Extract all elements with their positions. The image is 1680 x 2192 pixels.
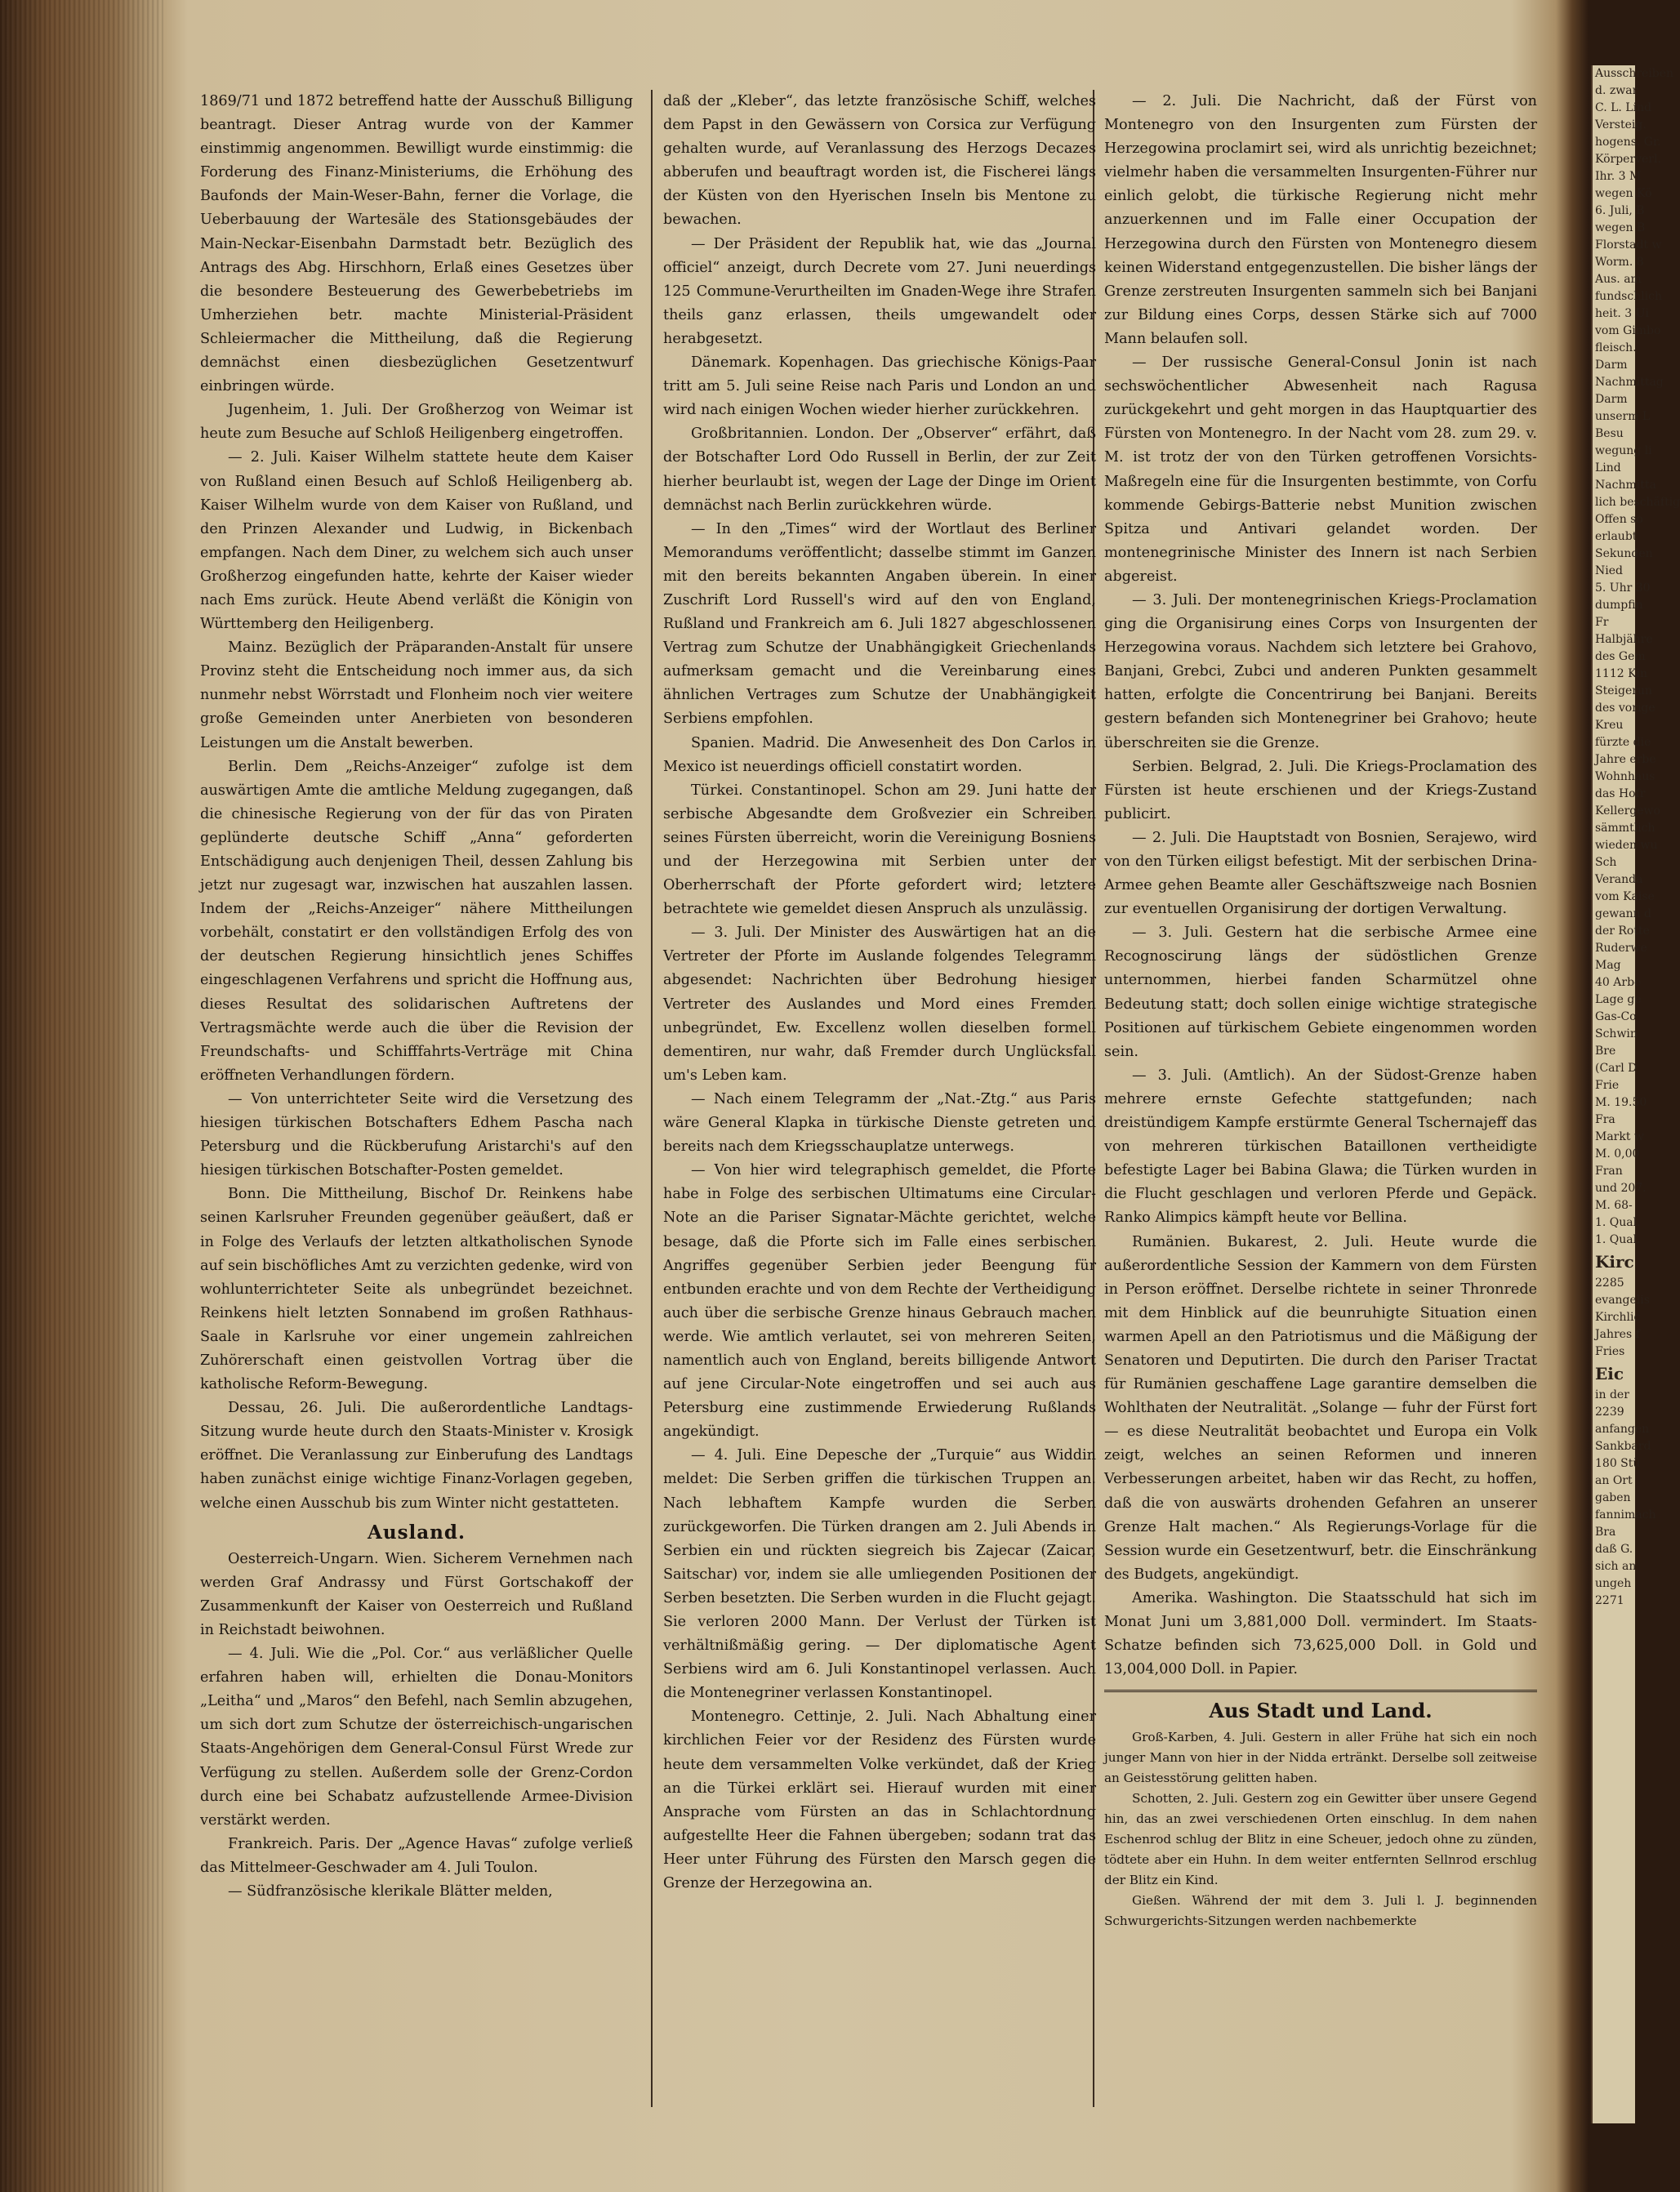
article-paragraph: Dänemark. Kopenhagen. Das griechische Königs-Paar tritt am 5. Juli seine Reise nach Paris und London an und wird nach einigen Wochen wieder hierher zurückkehren.	[663, 354, 1096, 419]
adjacent-page-fragment: dumpfin	[1595, 599, 1643, 612]
article-paragraph: Montenegro. Cettinje, 2. Juli. Nach Abhaltung einer kirchlichen Feier vor der Residenz des Fürsten wurde heute dem versammelten Volke verkündet, daß der Krieg an die Türkei erklärt sei. Hierauf wurden mit einer Ansprache vom Fürsten an das in Schlachtordnung aufgestellte Heer die Fahnen übergeben; sodann trat das Heer unter Führung des Fürsten den Marsch gegen die Grenze der Herzegowina an.	[663, 1709, 1096, 1892]
adjacent-page-fragment: des vorige	[1595, 702, 1655, 715]
adjacent-page-fragment: an Ort	[1595, 1474, 1633, 1487]
adjacent-page-fragment: heit. 3 Ui	[1595, 307, 1649, 320]
adjacent-page-fragment: anfangen	[1595, 1423, 1650, 1436]
article-paragraph: — Südfranzösische klerikale Blätter melden,	[228, 1883, 553, 1900]
adjacent-page-fragment: unserm L	[1595, 410, 1651, 423]
adjacent-page-fragment: Worm. 8	[1595, 256, 1644, 269]
adjacent-page-fragment: Lind	[1595, 461, 1621, 474]
adjacent-page-fragment: lich beschäftig	[1595, 496, 1680, 509]
article-paragraph: Großbritannien. London. Der „Observer“ erfährt, daß der Botschafter Lord Odo Russell in Berlin, der zur Zeit hierher beurlaubt ist, wegen der Lage der Dinge im Orient demnächst nach Berlin zurückkehren würde.	[663, 425, 1096, 514]
adjacent-page-fragment: 40 Arbe	[1595, 976, 1642, 989]
article-paragraph: Bonn. Die Mittheilung, Bischof Dr. Reinkens habe seinen Karlsruher Freunden gegenüber geäußert, daß er in Folge des Verlaufs der letzten altkatholischen Synode auf sein bischöfliches Amt zu verzichten gedenke, wird von wohlunterrichteter Seite als unbegründet bezeichnet. Reinkens hielt letzten Sonnabend im großen Rathhaus-Saale in Karlsruhe vor einer ungemein zahlreichen Zuhörerschaft einen geistvollen Vortrag über die katholische Reform-Bewegung.	[200, 1186, 633, 1393]
adjacent-page-fragment: Fran	[1595, 1165, 1623, 1178]
column-1	[200, 90, 633, 2107]
adjacent-page-fragment: M. 68-	[1595, 1199, 1633, 1212]
adjacent-page-fragment: Ausschreiben	[1595, 67, 1674, 80]
column-3	[1104, 90, 1537, 2107]
adjacent-page-fragment: evangelis	[1595, 1294, 1650, 1307]
adjacent-page-fragment: Aus. am	[1595, 273, 1642, 286]
adjacent-page-fragment: und 207.	[1595, 1182, 1647, 1195]
adjacent-page-fragment: 6. Juli, B	[1595, 204, 1645, 217]
adjacent-page-fragment: wegen B	[1595, 221, 1646, 234]
adjacent-page-fragment: das Hofr	[1595, 787, 1646, 800]
adjacent-page-fragment: fundschlich	[1595, 290, 1663, 303]
article-paragraph: — 3. Juli. (Amtlich). An der Südost-Grenze haben mehrere ernste Gefechte stattgefunden; nach dreistündigem Kampfe erstürmte General Tschernajeff das von mehreren türkischen Bataillonen vertheidigte befestigte Lager bei Babina Glawa; die Türken wurden in die Flucht geschlagen und verloren Pferde und Gepäck. Ranko Alimpics kämpft heute vor Bellina.	[1104, 1067, 1537, 1227]
article-paragraph: — Nach einem Telegramm der „Nat.-Ztg.“ aus Paris wäre General Klapka in türkische Dienste getreten und bereits nach dem Kriegsschauplatze unterwegs.	[663, 1090, 1096, 1156]
adjacent-page-fragment: Ihr. 3 M	[1595, 170, 1642, 183]
adjacent-page-fragment: Fries	[1595, 1345, 1625, 1358]
adjacent-page-fragment: d. zwar	[1595, 84, 1638, 97]
adjacent-page-fragment: 1. Qual.	[1595, 1216, 1641, 1229]
article-paragraph: Oesterreich-Ungarn. Wien. Sicherem Vernehmen nach werden Graf Andrassy und Fürst Gortschakoff der Zusammenkunft der Kaiser von Oesterreich und Rußland in Reichstadt beiwohnen.	[200, 1550, 633, 1638]
section-heading: Ausland.	[368, 1521, 466, 1544]
article-paragraph: — 4. Juli. Eine Depesche der „Turquie“ aus Widdin meldet: Die Serben griffen die türkischen Truppen an. Nach lebhaftem Kampfe wurden die Serben zurückgeworfen. Die Türken drangen am 2. Juli Abends in Serbien ein und rückten siegreich bis Zajecar (Zaicar, Saitschar) vor, indem sie alle umliegenden Positionen der Serben besetzten. Die Serben wurden in die Flucht gejagt. Sie verloren 2000 Mann. Der Verlust der Türken ist verhältnißmäßig gering. — Der diplomatische Agent Serbiens wird am 6. Juli Konstantinopel verlassen. Auch die Montenegriner verlassen Konstantinopel.	[663, 1447, 1096, 1702]
adjacent-page-fragment: ungeh	[1595, 1577, 1632, 1590]
article-paragraph: Gießen. Während der mit dem 3. Juli l. J. beginnenden Schwurgerichts-Sitzungen werden nachbemerkte	[1104, 1893, 1537, 1929]
adjacent-page-fragment: Nied	[1595, 564, 1623, 577]
adjacent-page-fragment: Fr	[1595, 616, 1609, 629]
article-paragraph: Dessau, 26. Juli. Die außerordentliche Landtags-Sitzung wurde heute durch den Staats-Minister v. Krosigk eröffnet. Die Veranlassung zur Einberufung des Landtags haben zunächst einige wichtige Finanz-Vorlagen gegeben, welche einen Ausschub bis zum Winter nicht gestatteten.	[200, 1400, 633, 1512]
adjacent-page-fragment: Darm	[1595, 359, 1628, 372]
adjacent-page-fragment: Körperverl.	[1595, 153, 1661, 166]
adjacent-page-fragment: Nachmitta	[1595, 479, 1656, 492]
adjacent-page-fragment: Sch	[1595, 856, 1617, 869]
article-paragraph: — 3. Juli. Der montenegrinischen Kriegs-Proclamation ging die Organisirung eines Corps von Insurgenten der Herzegowina voraus. Nachdem sich letztere bei Grahovo, Banjani, Grebci, Zubci und anderen Punkten gesammelt hatten, erfolgte die Concentrirung bei Banjani. Bereits gestern befanden sich Montenegriner bei Grahovo; heute überschreiten sie die Grenze.	[1104, 591, 1537, 751]
article-paragraph: daß der „Kleber“, das letzte französische Schiff, welches dem Papst in den Gewässern von Corsica zur Verfügung gehalten wurde, auf Veranlassung des Herzogs Decazes abberufen und beauftragt worden ist, die Fischerei längs der Küsten von den Hyerischen Inseln bis Mentone zu bewachen.	[663, 93, 1096, 229]
adjacent-page-fragment: Kreu	[1595, 719, 1624, 732]
adjacent-page-fragment: Frie	[1595, 1079, 1620, 1092]
adjacent-page-fragment: Offen so	[1595, 513, 1643, 526]
adjacent-page-fragment: Veranda	[1595, 873, 1643, 886]
adjacent-page-fragment: 1. Qual.	[1595, 1233, 1641, 1246]
adjacent-page-fragment: wegung li	[1595, 444, 1652, 457]
article-paragraph: — Der Präsident der Republik hat, wie das „Journal officiel“ anzeigt, durch Decrete vom 27. Juni neuerdings 125 Commune-Verurtheilten im Gnaden-Wege ihre Strafen theils ganz erlassen, theils umgewandelt oder herabgesetzt.	[663, 235, 1096, 347]
adjacent-page-fragment: Darm	[1595, 393, 1628, 406]
adjacent-page-fragment: M. 19.50	[1595, 1096, 1647, 1109]
article-paragraph: Jugenheim, 1. Juli. Der Großherzog von Weimar ist heute zum Besuche auf Schloß Heiligenberg eingetroffen.	[200, 402, 633, 443]
adjacent-page-strip	[1591, 65, 1680, 2123]
adjacent-page-fragment: wegen Kö	[1595, 187, 1652, 200]
adjacent-page-fragment: Markt w	[1595, 1130, 1644, 1143]
article-paragraph: Serbien. Belgrad, 2. Juli. Die Kriegs-Proclamation des Fürsten ist heute erschienen und der Kriegs-Zustand publicirt.	[1104, 758, 1537, 822]
adjacent-page-fragment: Halbjähre	[1595, 633, 1653, 646]
adjacent-page-fragment: Nachmittag	[1595, 376, 1664, 389]
adjacent-page-fragment: Lage ge	[1595, 993, 1642, 1006]
column-rule	[651, 90, 653, 2107]
adjacent-page-fragment: fleisch.	[1595, 341, 1637, 354]
adjacent-page-fragment: hogens. Gr.	[1595, 136, 1661, 149]
adjacent-page-fragment: Besu	[1595, 427, 1624, 440]
adjacent-page-fragment: erlaubt	[1595, 530, 1638, 543]
adjacent-page-fragment: Mag	[1595, 959, 1621, 972]
article-paragraph: 1869/71 und 1872 betreffend hatte der Ausschuß Billigung beantragt. Dieser Antrag wurde von der Kammer einstimmig angenommen. Bewilligt wurde einstimmig: die Forderung des Finanz-Ministeriums, die Erhöhung des Baufonds der Main-Weser-Bahn, ferner die Vorlage, die Ueberbauung der Wartesäle des Stationsgebäudes der Main-Neckar-Eisenbahn Darmstadt betr. Bezüglich des Antrags des Abg. Hirschhorn, Erlaß eines Gesetzes über die besondere Besteuerung des Gewerbebetriebs im Umherziehen betr. machte Ministerial-Präsident Schleiermacher die Mittheilung, daß die Regierung demnächst einen diesbezüglichen Gesetzentwurf einbringen würde.	[200, 93, 633, 395]
adjacent-page-fragment: gewann d	[1595, 907, 1652, 920]
adjacent-page-fragment: fannimach	[1595, 1508, 1656, 1521]
adjacent-page-fragment: der Rotte	[1595, 924, 1650, 938]
article-paragraph: Frankreich. Paris. Der „Agence Havas“ zufolge verließ das Mittelmeer-Geschwader am 4. Juli Toulon.	[200, 1835, 633, 1876]
column-2	[663, 90, 1096, 2107]
adjacent-page-fragment: Gas-Co	[1595, 1010, 1637, 1023]
article-paragraph: Spanien. Madrid. Die Anwesenheit des Don Carlos in Mexico ist neuerdings officiell constatirt worden.	[663, 734, 1096, 775]
book-fore-edge	[0, 0, 163, 2192]
adjacent-page-fragment: M. 0,00	[1595, 1147, 1640, 1161]
article-paragraph: Berlin. Dem „Reichs-Anzeiger“ zufolge ist dem auswärtigen Amte die amtliche Meldung zugegangen, daß die chinesische Regierung von der für das von Piraten geplünderte deutsche Schiff „Anna“ geforderten Entschädigung auch denjenigen Theil, dessen Zahlung bis jetzt nur zugesagt war, inzwischen hat auszahlen lassen. Indem der „Reichs-Anzeiger“ nähere Mittheilungen vorbehält, constatirt er den vollständigen Erfolg des von der deutschen Regierung hinsichtlich jenes Schiffes eingeschlagenen Verfahrens und spricht die Hoffnung aus, dieses Resultat des solidarischen Auftretens der Vertragsmächte werde auch die über die Revision der Freundschafts- und Schifffahrts-Verträge mit China eröffneten Verhandlungen fördern.	[200, 758, 633, 1084]
article-paragraph: — 3. Juli. Der Minister des Auswärtigen hat an die Vertreter der Pforte im Auslande folgendes Telegramm abgesendet: Nachrichten über Bedrohung hiesiger Vertreter des Auslandes und Mord eines Fremden unbegründet, Ew. Excellenz wollen dieselben formell dementiren, nur wahr, daß Fremder durch Unglücksfall um's Leben kam.	[663, 924, 1096, 1084]
article-paragraph: Rumänien. Bukarest, 2. Juli. Heute wurde die außerordentliche Session der Kammern von dem Fürsten in Person eröffnet. Derselbe richtete in seiner Thronrede mit dem Hinblick auf die beunruhigte Situation einen warmen Apell an den Patriotismus und die Mäßigung der Senatoren und Deputirten. Die durch den Pariser Tractat für Rumänien geschaffene Lage garantire demselben die Wohlthaten der Neutralität. „Solange — fuhr der Fürst fort — es diese Neutralität beobachtet und Europa ein Volk zeigt, welches an seinen Reformen und inneren Verbesserungen arbeitet, haben wir das Recht, zu hoffen, daß die von auswärts drohenden Gefahren an unserer Grenze Halt machen.“ Als Regierungs-Vorlage für die Session wurde ein Gesetzentwurf, betr. die Einschränkung des Budgets, angekündigt.	[1104, 1233, 1537, 1583]
adjacent-page-fragment: (Carl D	[1595, 1062, 1638, 1075]
adjacent-page-fragment: des Gem	[1595, 650, 1646, 663]
section-heading: Aus Stadt und Land.	[1209, 1699, 1433, 1723]
adjacent-page-fragment: Steigerun	[1595, 684, 1652, 697]
adjacent-page-fragment: Jahres f	[1595, 1328, 1640, 1341]
adjacent-page-fragment: Kirchlic	[1595, 1311, 1641, 1324]
article-paragraph: — Von unterrichteter Seite wird die Versetzung des hiesigen türkischen Botschafters Edhem Pascha nach Petersburg und die Rückberufung Aristarchi's auf den hiesigen türkischen Botschafter-Posten gemeldet.	[200, 1090, 633, 1179]
adjacent-page-fragment: in der	[1595, 1388, 1629, 1401]
adjacent-page-fragment: sich an	[1595, 1560, 1637, 1573]
article-paragraph: — Der russische General-Consul Jonin ist nach sechswöchentlicher Abwesenheit nach Ragusa zurückgekehrt und geht morgen in das Hauptquartier des Fürsten von Montenegro. In der Nacht vom 28. zum 29. v. M. ist trotz der von den Türken getroffenen Vorsichts-Maßregeln eine für die Insurgenten bestimmte, von Corfu kommende Gebirgs-Batterie nebst Munition zwischen Spitza und Antivari gelandet worden. Der montenegrinische Minister des Innern ist nach Serbien abgereist.	[1104, 354, 1537, 585]
adjacent-page-fragment: Wohnhaus	[1595, 770, 1655, 783]
adjacent-page-fragment: C. L. Lind	[1595, 101, 1652, 114]
adjacent-page-fragment: vom Gimbo	[1595, 324, 1661, 337]
adjacent-page-fragment: Bra	[1595, 1526, 1616, 1539]
adjacent-page-fragment: fürzte die	[1595, 736, 1651, 749]
adjacent-page-fragment: Sankbard	[1595, 1440, 1651, 1453]
adjacent-page-fragment: 2285	[1595, 1276, 1624, 1290]
adjacent-page-fragment: 1112 Kin	[1595, 667, 1648, 680]
article-paragraph: — 2. Juli. Die Hauptstadt von Bosnien, Serajewo, wird von den Türken eiligst befestigt. Mit der serbischen Drina-Armee gehen Beamte aller Geschäftszweige nach Bosnien zur eventuellen Organisirung der dortigen Verwaltung.	[1104, 829, 1537, 918]
article-paragraph: Türkei. Constantinopel. Schon am 29. Juni hatte der serbische Abgesandte dem Großvezier ein Schreiben seines Fürsten überreicht, worin die Vereinigung Bosniens und der Herzegowina mit Serbien unter der Oberherrschaft der Pforte gefordert wird; letztere betrachtete wie gemeldet diesen Anspruch als unzulässig.	[663, 782, 1096, 918]
adjacent-page-fragment: Kirc	[1595, 1252, 1634, 1272]
adjacent-page-fragment: daß G.	[1595, 1543, 1633, 1556]
article-paragraph: — Von hier wird telegraphisch gemeldet, die Pforte habe in Folge des serbischen Ultimatums eine Circular-Note an die Pariser Signatar-Mächte gerichtet, welche besage, daß die Pforte sich im Falle eines serbischen Angriffes gegenüber Serbien jeder Beengung für entbunden erachte und von dem Rechte der Vertheidigung auch über die serbische Grenze hinaus Gebrauch machen werde. Wie amtlich verlautet, sei von mehreren Seiten, namentlich auch von England, bereits billigende Antwort auf jene Circular-Note eingetroffen und sei auch aus Petersburg eine zustimmende Erwiederung Rußlands angekündigt.	[663, 1162, 1096, 1441]
adjacent-page-fragment: sämmtlich	[1595, 822, 1655, 835]
adjacent-page-fragment: 180 Stü	[1595, 1457, 1641, 1470]
adjacent-page-fragment: Versteig.	[1595, 118, 1647, 131]
adjacent-page-fragment: Ruderwe	[1595, 942, 1647, 955]
adjacent-page-fragment: 2239	[1595, 1406, 1624, 1419]
adjacent-page-fragment: Schwin	[1595, 1027, 1638, 1040]
adjacent-page-fragment: vom Kaise	[1595, 890, 1655, 903]
article-paragraph: — 3. Juli. Gestern hat die serbische Armee eine Recognoscirung längs der südöstlichen Grenze unternommen, hierbei fanden Scharmützel ohne Bedeutung statt; doch sollen einige wichtige strategische Positionen auf türkischem Gebiete eingenommen worden sein.	[1104, 924, 1537, 1060]
newspaper-page	[176, 90, 1556, 2115]
adjacent-page-fragment: 2271	[1595, 1594, 1624, 1607]
adjacent-page-fragment: Bre	[1595, 1045, 1616, 1058]
adjacent-page-fragment: 5. Uhr 30	[1595, 581, 1651, 595]
adjacent-page-fragment: gaben	[1595, 1491, 1631, 1504]
article-paragraph: Mainz. Bezüglich der Präparanden-Anstalt für unsere Provinz steht die Entscheidung noch immer aus, da sich nunmehr nebst Wörrstadt und Flonheim noch vier weitere große Gemeinden unter Anerbieten von besonderen Leistungen um die Anstalt bewerben.	[200, 639, 633, 751]
article-paragraph: — 4. Juli. Wie die „Pol. Cor.“ aus verläßlicher Quelle erfahren haben will, erhielten die Donau-Monitors „Leitha“ und „Maros“ den Befehl, nach Semlin abzugehen, um sich dort zum Schutze der österreichisch-ungarischen Staats-Angehörigen dem General-Consul Fürst Wrede zur Verfügung zu stellen. Außerdem solle der Grenz-Cordon durch eine bei Schabatz aufzustellende Armee-Division verstärkt werden.	[200, 1646, 633, 1829]
article-paragraph: Amerika. Washington. Die Staatsschuld hat sich im Monat Juni um 3,881,000 Doll. vermindert. Im Staats-Schatze befinden sich 73,625,000 Doll. in Gold und 13,004,000 Doll. in Papier.	[1104, 1589, 1537, 1678]
adjacent-page-fragment: Eic	[1595, 1364, 1624, 1383]
article-paragraph: Groß-Karben, 4. Juli. Gestern in aller Frühe hat sich ein noch junger Mann von hier in der Nidda ertränkt. Derselbe soll zeitweise an Geistesstörung gelitten haben.	[1104, 1730, 1537, 1786]
article-paragraph: — 2. Juli. Kaiser Wilhelm stattete heute dem Kaiser von Rußland einen Besuch auf Schloß Heiligenberg ab. Kaiser Wilhelm wurde von dem Kaiser von Rußland, und den Prinzen Alexander und Ludwig, in Bickenbach empfangen. Nach dem Diner, zu welchem sich auch unser Großherzog eingefunden hatte, kehrte der Kaiser wieder nach Ems zurück. Heute Abend verläßt die Königin von Württemberg den Heiligenberg.	[200, 449, 633, 633]
adjacent-page-fragment: wieden wu	[1595, 839, 1658, 852]
local-news-section	[1104, 1690, 1537, 1931]
adjacent-page-fragment: Jahre erbe	[1595, 753, 1656, 766]
adjacent-page-fragment: Kellergewo	[1595, 804, 1660, 818]
adjacent-page-fragment: Florstadt w	[1595, 238, 1662, 252]
article-paragraph: — 2. Juli. Die Nachricht, daß der Fürst von Montenegro von den Insurgenten zum Fürsten der Herzegowina proclamirt sei, wird als unrichtig bezeichnet; vielmehr haben die versammelten Insurgenten-Führer nur einlich gelobt, die türkische Regierung nicht mehr anzuerkennen und im Falle einer Occupation der Herzegowina durch den Fürsten von Montenegro diesem keinen Widerstand entgegenzustellen. Die bisher längs der Grenze zerstreuten Insurgenten sammeln sich bei Banjani zur Bildung eines Corps, dessen Stärke sich auf 7000 Mann belaufen soll.	[1104, 93, 1537, 347]
adjacent-page-fragment: Sekunden	[1595, 547, 1653, 560]
article-paragraph: — In den „Times“ wird der Wortlaut des Berliner Memorandums veröffentlicht; dasselbe stimmt im Ganzen mit den bereits bekannten Angaben überein. In einer Zuschrift Lord Russell's wird auf den von England, Rußland und Frankreich am 6. Juli 1827 abgeschlossenen Vertrag zum Schutze der Unabhängigkeit Griechenlands aufmerksam gemacht und die Vereinbarung eines ähnlichen Vertrages zum Schutze der Unabhängigkeit Serbiens empfohlen.	[663, 520, 1096, 728]
article-paragraph: Schotten, 2. Juli. Gestern zog ein Gewitter über unsere Gegend hin, das an zwei verschiedenen Orten einschlug. In dem nahen Eschenrod schlug der Blitz in eine Scheuer, jedoch ohne zu zünden, tödtete aber ein Huhn. In dem weiter entfernten Sellnrod erschlug der Blitz ein Kind.	[1104, 1791, 1537, 1888]
adjacent-page-fragment: Fra	[1595, 1113, 1615, 1126]
